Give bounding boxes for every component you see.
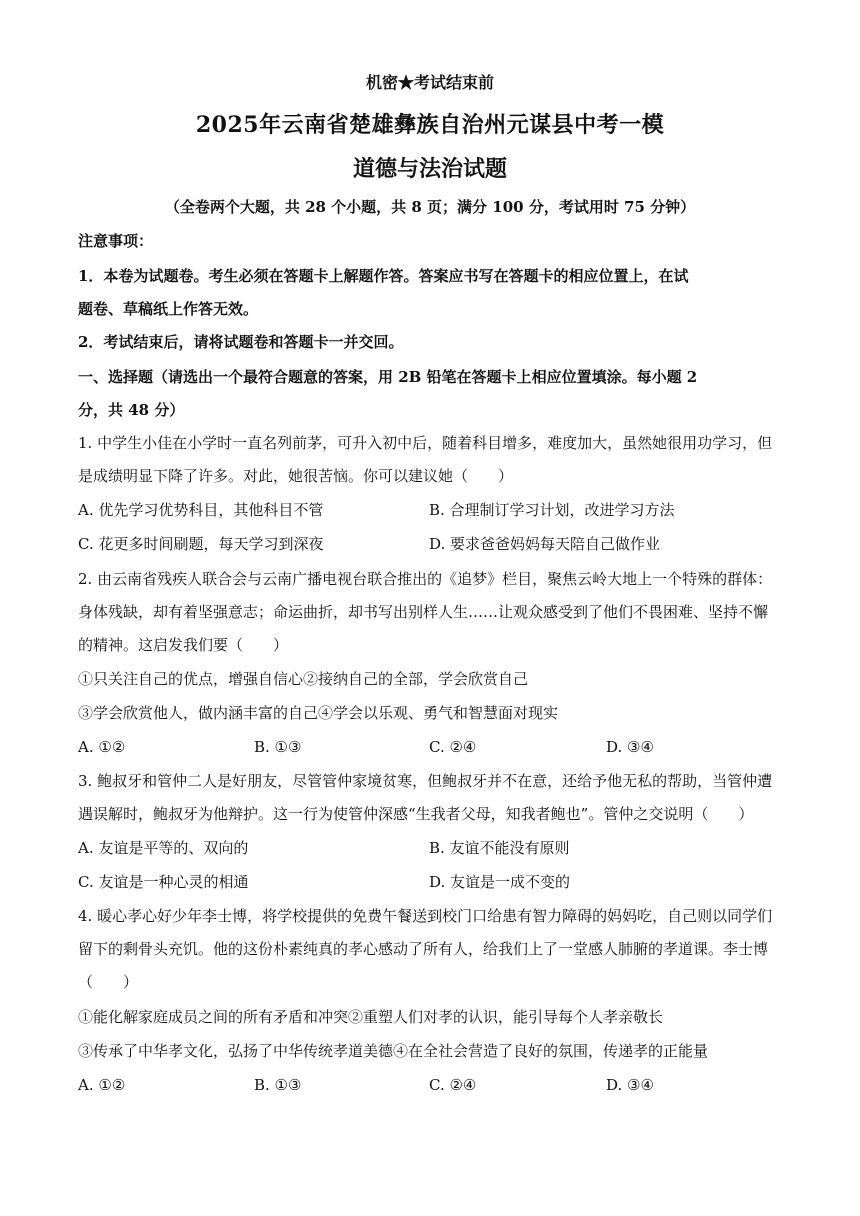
question-4-line-1: 4. 暖心孝心好少年李士博，将学校提供的免费午餐送到校门口给患有智力障碍的妈妈吃，自己则以同学们 — [78, 907, 773, 925]
question-1-option-c: C. 花更多时间刷题，每天学习到深夜 — [78, 535, 324, 553]
section-heading-line-2: 分，共 48 分） — [78, 401, 185, 419]
question-1-option-a: A. 优先学习优势科目，其他科目不管 — [78, 501, 324, 519]
question-2-line-3: 的精神。这启发我们要（ ） — [78, 636, 289, 654]
question-3-line-1: 3. 鲍叔牙和管仲二人是好朋友，尽管管仲家境贫寒，但鲍叔牙并不在意，还给予他无私的帮助，当管仲遭 — [78, 772, 773, 790]
question-1-option-b: B. 合理制订学习计划，改进学习方法 — [429, 501, 675, 519]
question-4-option-d: D. ③④ — [606, 1076, 654, 1094]
notice-item-1-line-1: 1．本卷为试题卷。考生必须在答题卡上解题作答。答案应书写在答题卡的相应位置上，在试 — [78, 267, 689, 285]
question-4-line-2: 留下的剩骨头充饥。他的这份朴素纯真的孝心感动了所有人，给我们上了一堂感人肺腑的孝道课。李士博 — [78, 940, 769, 958]
question-1-line-2: 是成绩明显下降了许多。对此，她很苦恼。你可以建议她（ ） — [78, 467, 514, 485]
question-1-option-d: D. 要求爸爸妈妈每天陪自己做作业 — [429, 535, 661, 553]
question-2-option-b: B. ①③ — [254, 738, 302, 756]
question-3-option-d: D. 友谊是一成不变的 — [429, 873, 571, 891]
exam-title: 2025年云南省楚雄彝族自治州元谋县中考一模 — [195, 112, 665, 138]
question-3-option-a: A. 友谊是平等的、双向的 — [78, 839, 249, 857]
question-4-statement-1: ①能化解家庭成员之间的所有矛盾和冲突②重塑人们对孝的认识，能引导每个人孝亲敬长 — [78, 1008, 664, 1026]
question-2-statement-1: ①只关注自己的优点，增强自信心②接纳自己的全部，学会欣赏自己 — [78, 670, 529, 688]
question-4-line-3: （ ） — [78, 973, 139, 991]
question-4-statement-2: ③传承了中华孝文化，弘扬了中华传统孝道美德④在全社会营造了良好的氛围，传递孝的正能量 — [78, 1042, 709, 1060]
question-4-option-a: A. ①② — [78, 1076, 126, 1094]
question-1-line-1: 1. 中学生小佳在小学时一直名列前茅，可升入初中后，随着科目增多，难度加大，虽然她很用功学习，但 — [78, 434, 773, 452]
question-3-option-b: B. 友谊不能没有原则 — [429, 839, 570, 857]
notice-item-1-line-2: 题卷、草稿纸上作答无效。 — [78, 300, 259, 318]
exam-info: （全卷两个大题，共 28 个小题，共 8 页；满分 100 分，考试用时 75 分钟） — [164, 198, 696, 216]
notice-heading: 注意事项： — [78, 232, 154, 250]
question-4-option-c: C. ②④ — [429, 1076, 477, 1094]
question-3-option-c: C. 友谊是一种心灵的相通 — [78, 873, 249, 891]
question-2-option-d: D. ③④ — [606, 738, 654, 756]
question-4-option-b: B. ①③ — [254, 1076, 302, 1094]
subject-title: 道德与法治试题 — [352, 156, 507, 182]
confidential-label: 机密★考试结束前 — [365, 73, 494, 92]
question-3-line-2: 遇误解时，鲍叔牙为他辩护。这一行为使管仲深感“生我者父母，知我者鲍也”。管仲之交说明（ ） — [78, 805, 754, 823]
section-heading-line-1: 一、选择题（请选出一个最符合题意的答案，用 2B 铅笔在答题卡上相应位置填涂。每小题 2 — [78, 368, 698, 386]
question-2-option-c: C. ②④ — [429, 738, 477, 756]
question-2-option-a: A. ①② — [78, 738, 126, 756]
question-2-statement-2: ③学会欣赏他人，做内涵丰富的自己④学会以乐观、勇气和智慧面对现实 — [78, 704, 559, 722]
question-2-line-1: 2. 由云南省残疾人联合会与云南广播电视台联合推出的《追梦》栏目，聚焦云岭大地上一个特殊的群体： — [78, 570, 773, 588]
notice-item-2: 2．考试结束后，请将试题卷和答题卡一并交回。 — [78, 333, 404, 351]
question-2-line-2: 身体残缺，却有着坚强意志；命运曲折，却书写出别样人生……让观众感受到了他们不畏困难、坚持不懈 — [78, 603, 769, 621]
